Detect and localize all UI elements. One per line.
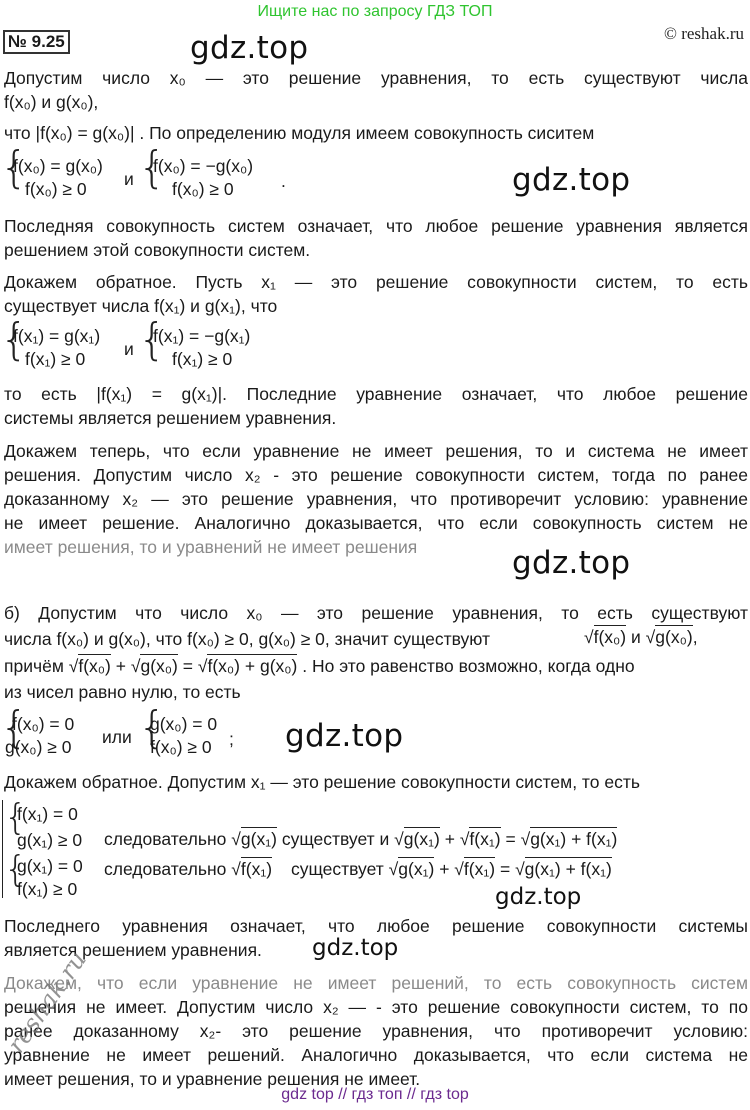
brace-left: {: [4, 797, 27, 838]
system-row: f(x₀) ≥ 0: [150, 737, 212, 757]
text-line: уравнение не имеет решений. Аналогично доказывается, что если система не: [4, 1045, 748, 1065]
brace-left: {: [0, 142, 28, 193]
system-row: f(x₀) ≥ 0: [172, 179, 234, 199]
roots-expression: √f(x₀) и √g(x₀),: [584, 627, 698, 647]
sqrt-radicand: f(x₀): [78, 656, 111, 676]
system-row: f(x₁) = −g(x₁): [153, 326, 251, 346]
sqrt-radicand: g(x₁): [403, 829, 440, 849]
sqrt-radicand: f(x₀): [593, 627, 627, 647]
watermark: gdz.top: [512, 162, 631, 198]
operator: +: [439, 859, 450, 879]
sqrt-radicand: g(x₀): [655, 627, 693, 647]
text-line: является решением уравнения.: [4, 940, 262, 960]
text-line: Докажем обратное. Пусть x₁ — это решение совокупности систем, то есть: [4, 272, 748, 292]
text-line: доказанному x₂ — это решение уравнения, что противоречит условию: уравнение: [4, 489, 748, 509]
brace-left: {: [138, 314, 166, 365]
text-line: числа f(x₀) и g(x₀), что f(x₀) ≥ 0, g(x₀) ≥ 0, значит существуют: [4, 629, 491, 649]
sqrt-radicand: f(x₁): [240, 859, 273, 879]
system-row: g(x₁) = 0: [17, 856, 83, 876]
text-line: системы является решением уравнения.: [4, 408, 337, 428]
top-banner: Ищите нас по запросу ГДЗ ТОП: [257, 3, 493, 20]
punctuation: ;: [229, 729, 234, 749]
system-row: g(x₀) = 0: [150, 714, 218, 734]
text-line: Докажем обратное. Допустим x₁ — это решение совокупности систем, то есть: [4, 772, 640, 792]
footer-links[interactable]: gdz top // гдз топ // гдз top: [281, 1086, 469, 1103]
text-line: ранее доказанному x₂- это решение уравнения, что противоречит условию:: [4, 1021, 748, 1041]
brace-left: {: [4, 849, 27, 890]
brace-left: {: [138, 142, 166, 193]
text-line: Докажем теперь, что если уравнение не имеет решения, то и система не имеет: [4, 441, 748, 461]
text-line: имеет решения, то и уравнений не имеет решения: [4, 537, 418, 557]
system-row: f(x₀) ≥ 0: [25, 179, 87, 199]
text-fragment: существует: [290, 859, 384, 879]
reshak-stamp: reshak.ru: [2, 946, 92, 1059]
watermark: gdz.top: [495, 884, 582, 910]
text-fragment: следовательно: [104, 829, 227, 849]
text-line: то есть |f(x₁) = g(x₁)|. Последние уравнение означает, что любое решение: [4, 384, 748, 404]
text-line: решения не имеет. Допустим число x₂ — - это решение совокупности систем, то по: [4, 997, 748, 1017]
sqrt-radicand: g(x₁): [240, 829, 277, 849]
system-row: f(x₁) = g(x₁): [13, 326, 101, 346]
text-line: решения. Допустим число x₂ - это решение совокупности систем, тогда по ранее: [4, 465, 748, 485]
site-credit: © reshak.ru: [664, 24, 744, 43]
text-line: б) Допустим что число x₀ — это решение уравнения, то есть существуют: [4, 603, 748, 623]
system-row: f(x₀) = −g(x₀): [153, 156, 254, 176]
text-line: f(x₀) и g(x₀),: [4, 92, 99, 112]
text-line: что |f(x₀) = g(x₀)| . По определению модуля имеем совокупность сиситем: [4, 123, 595, 143]
text-fragment: существует и: [281, 829, 390, 849]
text-line: из чисел равно нулю, то есть: [4, 682, 241, 702]
sqrt-radicand: f(x₀) + g(x₀): [207, 656, 298, 676]
text-line: Последняя совокупность систем означает, что любое решение уравнения является: [4, 216, 748, 236]
text-line: существует числа f(x₁) и g(x₁), что: [4, 296, 278, 316]
operator: =: [499, 859, 511, 879]
conjunction: и: [124, 339, 134, 359]
system-row: f(x₁) ≥ 0: [172, 349, 233, 369]
system-row: f(x₁) = 0: [17, 804, 78, 824]
text-fragment: причём: [4, 656, 64, 676]
punctuation: .: [281, 171, 286, 191]
brace-left: {: [0, 702, 28, 753]
sqrt-radicand: g(x₀): [140, 656, 178, 676]
sqrt-radicand: g(x₁) + f(x₁): [524, 859, 612, 879]
operator: =: [182, 656, 193, 676]
brace-left: {: [0, 314, 28, 365]
watermark: gdz.top: [285, 718, 404, 754]
system-row: g(x₁) ≥ 0: [17, 830, 83, 850]
text-line: причём √f(x₀) + √g(x₀) = √f(x₀) + g(x₀) . Но это равенство возможно, когда одно: [4, 656, 635, 676]
text-line: Допустим число x₀ — это решение уравнения, то есть существуют числа: [4, 68, 748, 88]
implication-line: следовательно √g(x₁) существует и √g(x₁) + √f(x₁) = √g(x₁) + f(x₁): [104, 829, 618, 849]
operator: +: [444, 829, 455, 849]
system-row: g(x₀) ≥ 0: [5, 737, 72, 757]
conjunction: или: [102, 727, 132, 747]
watermark: gdz.top: [512, 545, 631, 581]
sqrt-radicand: f(x₁): [463, 859, 496, 879]
brace-left: {: [138, 702, 166, 753]
sqrt-radicand: f(x₁): [469, 829, 501, 849]
sqrt-radicand: g(x₁) + f(x₁): [530, 829, 618, 849]
punctuation: ,: [692, 627, 698, 647]
text-line: не имеет решение. Аналогично доказывается, что если совокупность систем не: [4, 513, 748, 533]
system-row: f(x₁) ≥ 0: [25, 349, 86, 369]
text-line: Последнего уравнения означает, что любое решение совокупности системы: [4, 916, 748, 936]
text-fragment: следовательно: [104, 859, 227, 879]
problem-number-badge: № 9.25: [3, 30, 70, 54]
watermark: gdz.top: [312, 935, 399, 961]
watermark: gdz.top: [190, 30, 309, 66]
text-fragment: . Но это равенство возможно, когда одно: [302, 656, 635, 676]
conjunction: и: [631, 627, 641, 647]
text-line: решением этой совокупности систем.: [4, 240, 311, 260]
text-line: имеет решения, то и уравнение решения не имеет.: [4, 1069, 421, 1089]
operator: =: [505, 829, 516, 849]
system-row: f(x₁) ≥ 0: [17, 879, 78, 899]
operator: +: [115, 656, 126, 676]
conjunction: и: [124, 169, 134, 189]
text-line: Докажем, что если уравнение не имеет решений, то есть совокупность систем: [4, 973, 748, 993]
sqrt-radicand: g(x₁): [398, 859, 435, 879]
implication-line: следовательно √f(x₁) существует √g(x₁) + √f(x₁) = √g(x₁) + f(x₁): [104, 859, 612, 879]
system-row: f(x₀) = 0: [12, 714, 75, 734]
system-row: f(x₀) = g(x₀): [13, 156, 103, 176]
